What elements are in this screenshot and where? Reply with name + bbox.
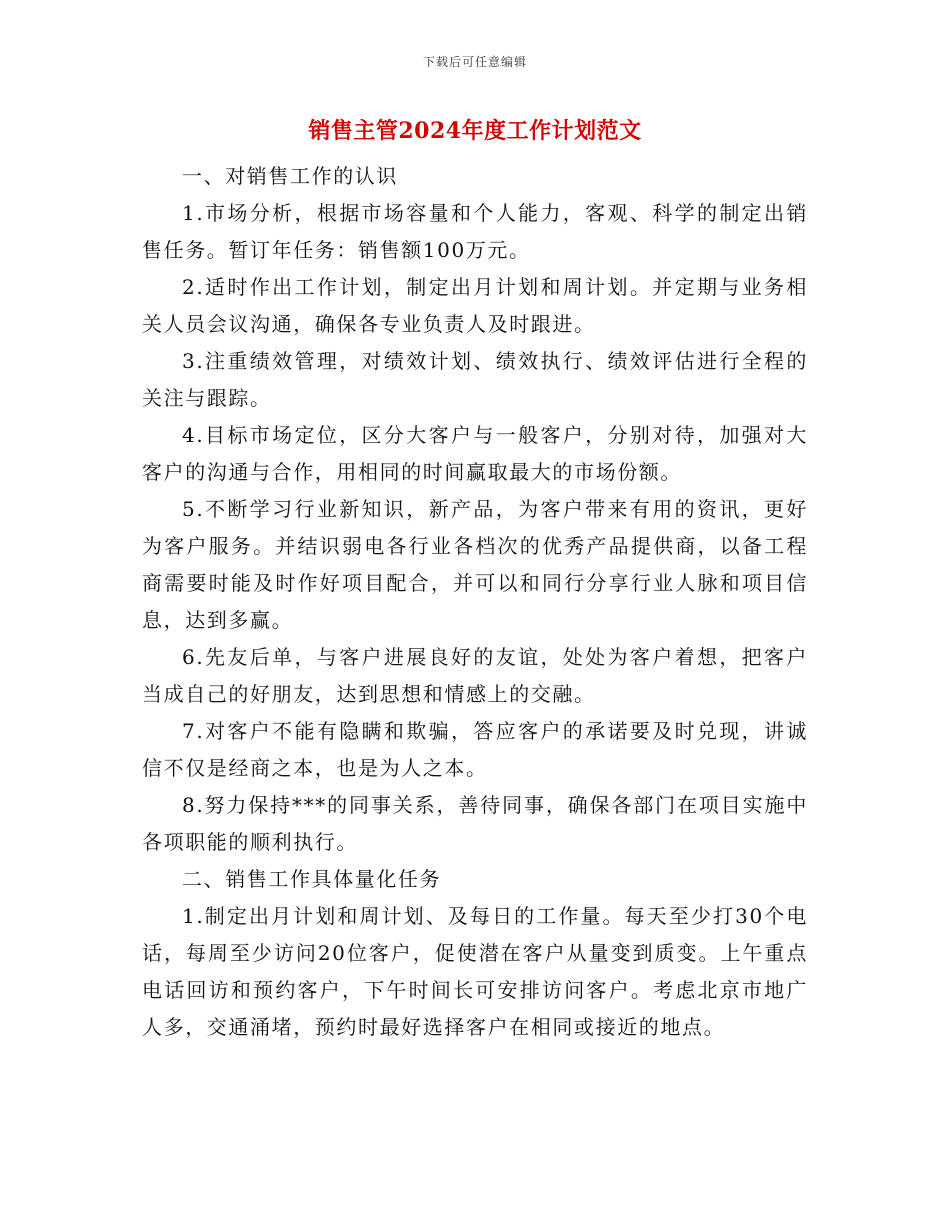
paragraph: 4.目标市场定位，区分大客户与一般客户，分别对待，加强对大客户的沟通与合作，用相同的时间赢取最大的市场份额。	[142, 423, 808, 484]
document-title: 销售主管2024年度工作计划范文	[308, 118, 642, 144]
paragraph: 7.对客户不能有隐瞒和欺骗，答应客户的承诺要及时兑现，讲诚信不仅是经商之本，也是为人之本。	[142, 719, 808, 780]
section-heading-1: 一、对销售工作的认识	[182, 164, 398, 188]
section-heading-2: 二、销售工作具体量化任务	[182, 867, 442, 891]
paragraph: 2.适时作出工作计划，制定出月计划和周计划。并定期与业务相关人员会议沟通，确保各专业负责人及时跟进。	[142, 275, 808, 336]
header-note: 下载后可任意编辑	[422, 55, 527, 69]
paragraph: 3.注重绩效管理，对绩效计划、绩效执行、绩效评估进行全程的关注与跟踪。	[142, 349, 808, 410]
paragraph: 6.先友后单，与客户进展良好的友谊，处处为客户着想，把客户当成自己的好朋友，达到思想和情感上的交融。	[142, 645, 808, 706]
paragraph: 1.市场分析，根据市场容量和个人能力，客观、科学的制定出销售任务。暂订年任务：销售额100万元。	[142, 201, 808, 262]
paragraph: 8.努力保持***的同事关系，善待同事，确保各部门在项目实施中各项职能的顺利执行。	[142, 793, 808, 854]
document-body	[142, 158, 808, 1046]
paragraph: 5.不断学习行业新知识，新产品，为客户带来有用的资讯，更好为客户服务。并结识弱电各行业各档次的优秀产品提供商，以备工程商需要时能及时作好项目配合，并可以和同行分享行业人脉和项目信息，达到多赢。	[142, 497, 808, 632]
paragraph: 1.制定出月计划和周计划、及每日的工作量。每天至少打30个电话，每周至少访问20位客户，促使潜在客户从量变到质变。上午重点电话回访和预约客户，下午时间长可安排访问客户。考虑北京市地广人多，交通涌堵，预约时最好选择客户在相同或接近的地点。	[142, 904, 808, 1039]
